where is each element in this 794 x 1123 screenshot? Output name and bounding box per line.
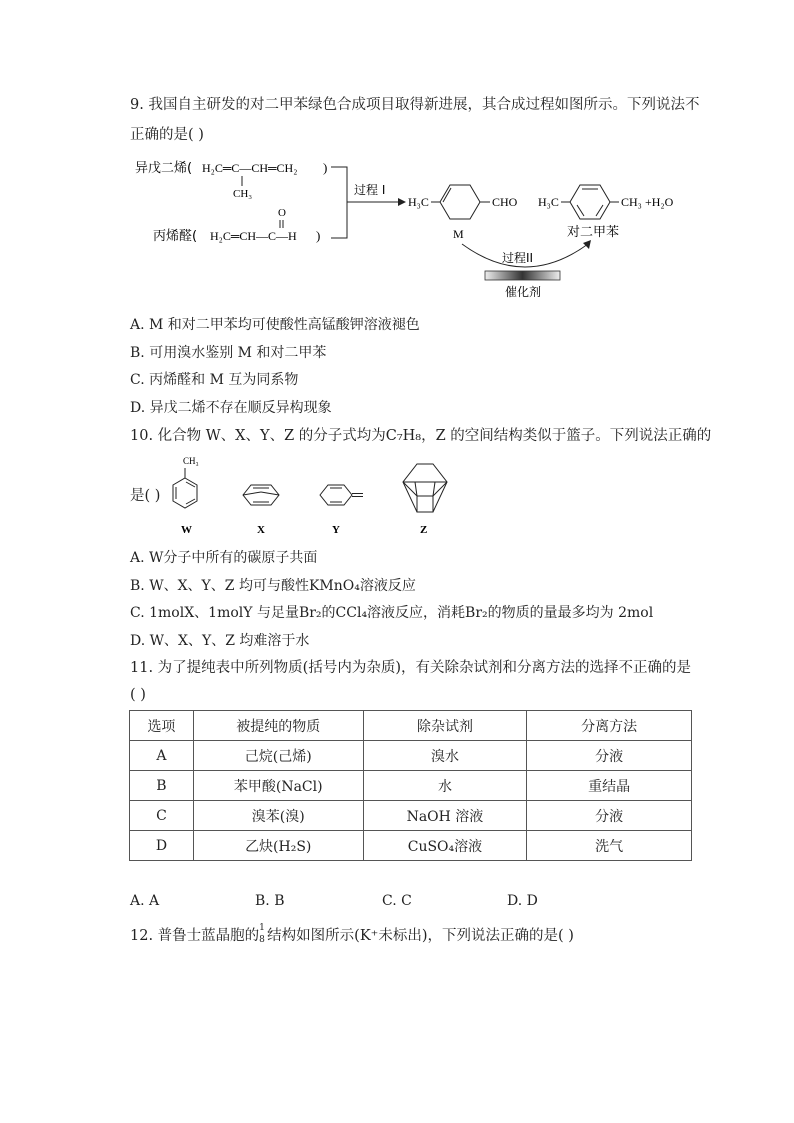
q10-option-b[interactable]: B. W、X、Y、Z 均可与酸性KMnO₄溶液反应 xyxy=(130,578,416,594)
table-cell: 溴水 xyxy=(363,741,527,771)
table-cell: 分液 xyxy=(527,741,692,771)
catalyst-label: 催化剂 xyxy=(505,285,542,299)
px-right-group: CH₃ xyxy=(621,195,642,209)
table-cell: CuSO₄溶液 xyxy=(363,831,527,861)
m-right-group: CHO xyxy=(492,195,518,209)
table-cell: D xyxy=(130,831,194,861)
acrolein-formula: H₂C═CH—C—H xyxy=(210,229,297,243)
q10-stem-line2: 是( ) xyxy=(130,488,161,504)
table-cell: C xyxy=(130,801,194,831)
table-cell: B xyxy=(130,771,194,801)
table-row xyxy=(130,741,692,771)
q9-option-a[interactable]: A. M 和对二甲苯均可使酸性高锰酸钾溶液褪色 xyxy=(130,317,420,333)
isoprene-label: 异戊二烯( xyxy=(135,161,193,176)
isoprene-branch-ch3: CH₃ xyxy=(233,188,253,200)
header-cell: 被提纯的物质 xyxy=(193,711,363,741)
q10-option-c[interactable]: C. 1molX、1molY 与足量Br₂的CCl₄溶液反应，消耗Br₂的物质的量最多均为 2mol xyxy=(130,605,654,621)
table-row xyxy=(130,831,692,861)
x-label: X xyxy=(257,524,265,536)
q11-table xyxy=(129,710,692,861)
table-cell: 重结晶 xyxy=(527,771,692,801)
plus-water: +H₂O xyxy=(645,195,674,209)
q11-stem-line2: ( ) xyxy=(130,687,146,703)
fraction-numerator: 1 xyxy=(259,923,265,933)
q9-option-d[interactable]: D. 异戊二烯不存在顺反异构现象 xyxy=(130,400,332,416)
header-cell: 分离方法 xyxy=(527,711,692,741)
catalyst-bar xyxy=(485,271,560,280)
table-row xyxy=(130,801,692,831)
table-cell: 乙炔(H₂S) xyxy=(193,831,363,861)
z-label: Z xyxy=(420,524,428,536)
q12-fraction xyxy=(259,923,267,945)
y-label: Y xyxy=(332,524,340,536)
px-label: 对二甲苯 xyxy=(567,225,620,240)
q11-option-c[interactable]: C. C xyxy=(382,893,412,909)
q10-structures xyxy=(165,452,495,542)
header-cell: 选项 xyxy=(130,711,194,741)
m-left-group: H₃C xyxy=(408,195,429,209)
process-1-label: 过程 I xyxy=(354,183,386,197)
q9-synthesis-diagram xyxy=(130,150,700,310)
px-left-group: H₃C xyxy=(538,195,559,209)
isoprene-formula: H₂C═C—CH═CH₂ xyxy=(202,161,298,175)
q9-stem-line2: 正确的是( ) xyxy=(130,127,204,143)
q11-option-d[interactable]: D. D xyxy=(507,893,538,909)
table-header-row xyxy=(130,711,692,741)
w-ch3: CH₃ xyxy=(183,456,199,466)
w-label: W xyxy=(181,524,192,536)
table-cell: 苯甲酸(NaCl) xyxy=(193,771,363,801)
table-cell: 洗气 xyxy=(527,831,692,861)
q10-option-d[interactable]: D. W、X、Y、Z 均难溶于水 xyxy=(130,633,310,649)
q10-stem-line1: 10. 化合物 W、X、Y、Z 的分子式均为C₇H₈，Z 的空间结构类似于篮子。下列说法正确的 xyxy=(130,428,712,444)
table-cell: NaOH 溶液 xyxy=(363,801,527,831)
q9-stem-line1: 9. 我国自主研发的对二甲苯绿色合成项目取得新进展，其合成过程如图所示。下列说法不 xyxy=(130,97,700,113)
table-cell: A xyxy=(130,741,194,771)
isoprene-close: ) xyxy=(323,160,328,175)
acrolein-o: O xyxy=(278,207,286,219)
m-label: M xyxy=(453,227,464,241)
acrolein-close: ) xyxy=(316,228,321,243)
header-cell: 除杂试剂 xyxy=(363,711,527,741)
table-cell: 己烷(己烯) xyxy=(193,741,363,771)
q10-option-a[interactable]: A. W分子中所有的碳原子共面 xyxy=(130,550,318,566)
q12-stem xyxy=(130,923,574,945)
q11-option-b[interactable]: B. B xyxy=(255,893,285,909)
fraction-denominator: 8 xyxy=(259,935,265,945)
table-cell: 溴苯(溴) xyxy=(193,801,363,831)
table-cell: 水 xyxy=(363,771,527,801)
process-2-label: 过程II xyxy=(502,251,534,265)
q9-option-c[interactable]: C. 丙烯醛和 M 互为同系物 xyxy=(130,372,299,388)
q9-option-b[interactable]: B. 可用溴水鉴别 M 和对二甲苯 xyxy=(130,345,327,361)
table-cell: 分液 xyxy=(527,801,692,831)
q11-option-a[interactable]: A. A xyxy=(130,893,160,909)
q12-stem-start: 12. 普鲁士蓝晶胞的 xyxy=(130,928,260,944)
acrolein-label: 丙烯醛( xyxy=(153,229,198,244)
q12-stem-end: 结构如图所示(K⁺未标出)，下列说法正确的是( ) xyxy=(267,928,574,944)
table-row xyxy=(130,771,692,801)
q11-stem-line1: 11. 为了提纯表中所列物质(括号内为杂质)，有关除杂试剂和分离方法的选择不正确的是 xyxy=(130,660,691,676)
